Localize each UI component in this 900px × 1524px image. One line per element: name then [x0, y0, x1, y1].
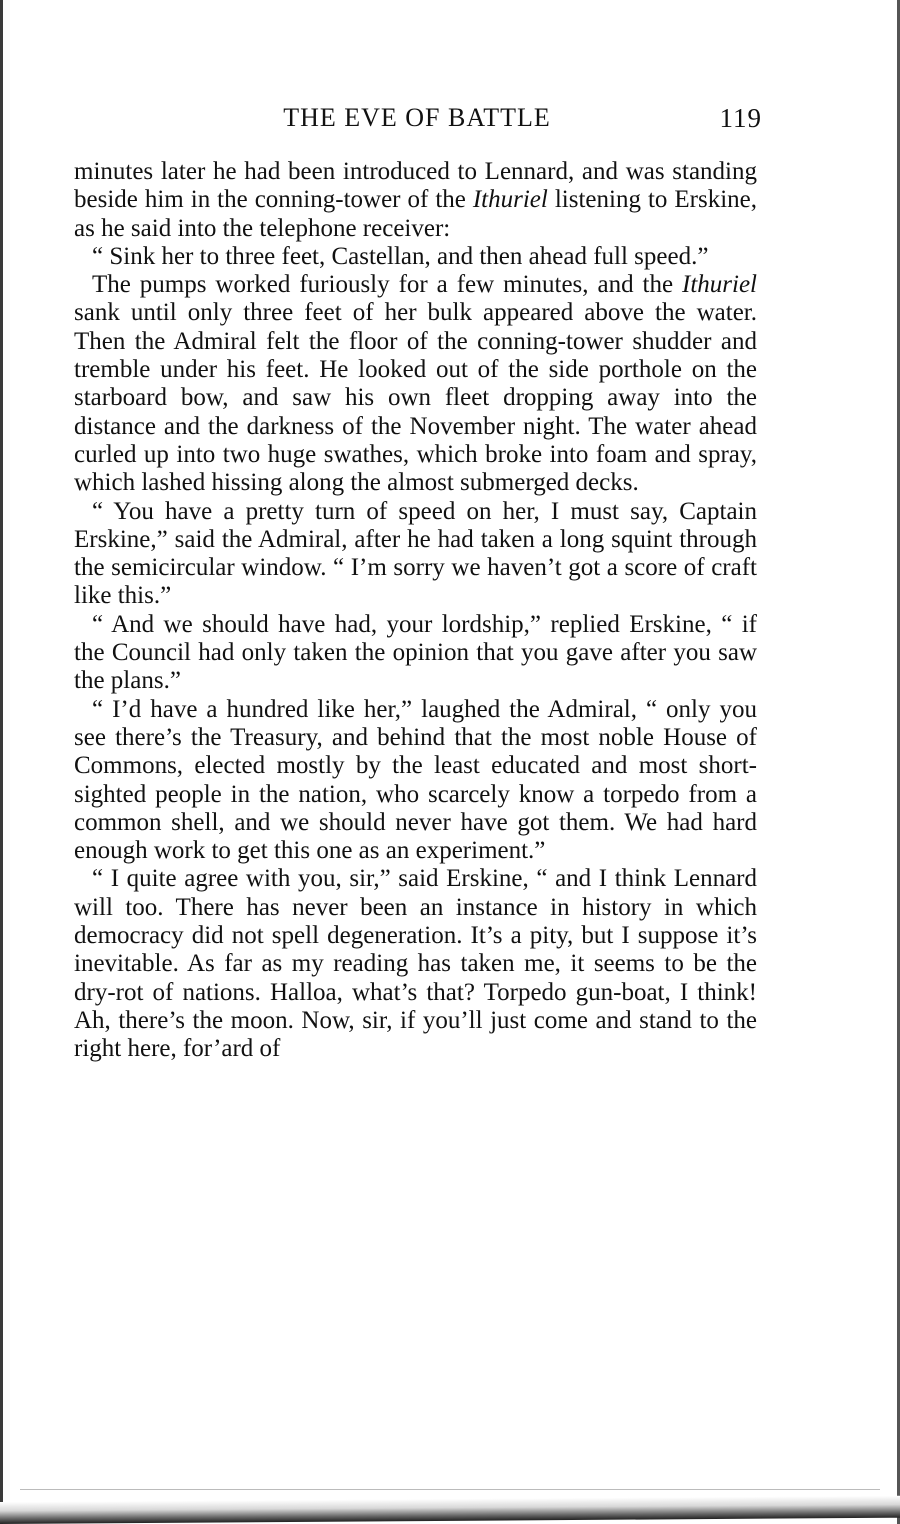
text-run: “ You have a pretty turn of speed on her, I must say, Captain Erskine,” said the Admiral, after he had taken a long squint through the semicircular window. “ I’m sorry we haven’t got a score of craft like this.”: [74, 497, 757, 610]
text-run: listening to Erskine, as he said into the telephone receiver:: [74, 186, 758, 242]
running-header: [72, 103, 762, 137]
text-run: “ Sink her to three feet, Castellan, and then ahead full speed.”: [92, 242, 709, 270]
body-text: [74, 158, 757, 1064]
ship-name-italic: Ithuriel: [682, 271, 757, 299]
paragraph: [74, 271, 757, 497]
paragraph: [74, 865, 757, 1063]
scan-artifact-line: [20, 1489, 880, 1490]
paragraph: [74, 158, 757, 243]
text-run: “ And we should have had, your lordship,” replied Erskine, “ if the Council had only taken the opinion that you gave after you saw the plans.”: [74, 610, 757, 695]
scan-edge-bottom: [0, 1496, 900, 1524]
text-run: The pumps worked furiously for a few minutes, and the: [92, 271, 682, 299]
scan-edge-left: [0, 0, 3, 1524]
paragraph: [74, 611, 757, 696]
paragraph: [74, 498, 757, 611]
text-run: “ I quite agree with you, sir,” said Erskine, “ and I think Lennard will too. There has never been an instance in history in which democracy did not spell degeneration. It’s a pity, but I suppose it’s inevitable. As far as my reading has taken me, it seems to be the dry-rot of nations. Halloa, what’s that? Torpedo gun-boat, I think! Ah, there’s the moon. Now, sir, if you’ll just come and stand to the right here, for’ard of: [74, 865, 757, 1063]
text-run: sank until only three feet of her bulk appeared above the water. Then the Admiral felt the floor of the conning-tower shudder and tremble under his feet. He looked out of the side porthole on the starboard bow, and saw his own fleet dropping away into the distance and the darkness of the November night. The water ahead curled up into two huge swathes, which broke into foam and spray, which lashed hissing along the almost submerged decks.: [74, 299, 757, 497]
page-number: 119: [719, 103, 762, 133]
ship-name-italic: Ithuriel: [472, 186, 548, 214]
text-run: “ I’d have a hundred like her,” laughed the Admiral, “ only you see there’s the Treasury, and behind that the most noble House of Commons, elected mostly by the least educated and most short-sighted people in the nation, who scarcely know a torpedo from a common shell, and we should never have got them. We had hard enough work to get this one as an experiment.”: [74, 695, 757, 865]
paragraph: [74, 243, 757, 271]
chapter-title: THE EVE OF BATTLE: [283, 103, 551, 132]
paragraph: [74, 696, 757, 866]
text-run: minutes later he had been introduced to Lennard, and was standing beside him in the conning-tower of the: [74, 158, 757, 214]
